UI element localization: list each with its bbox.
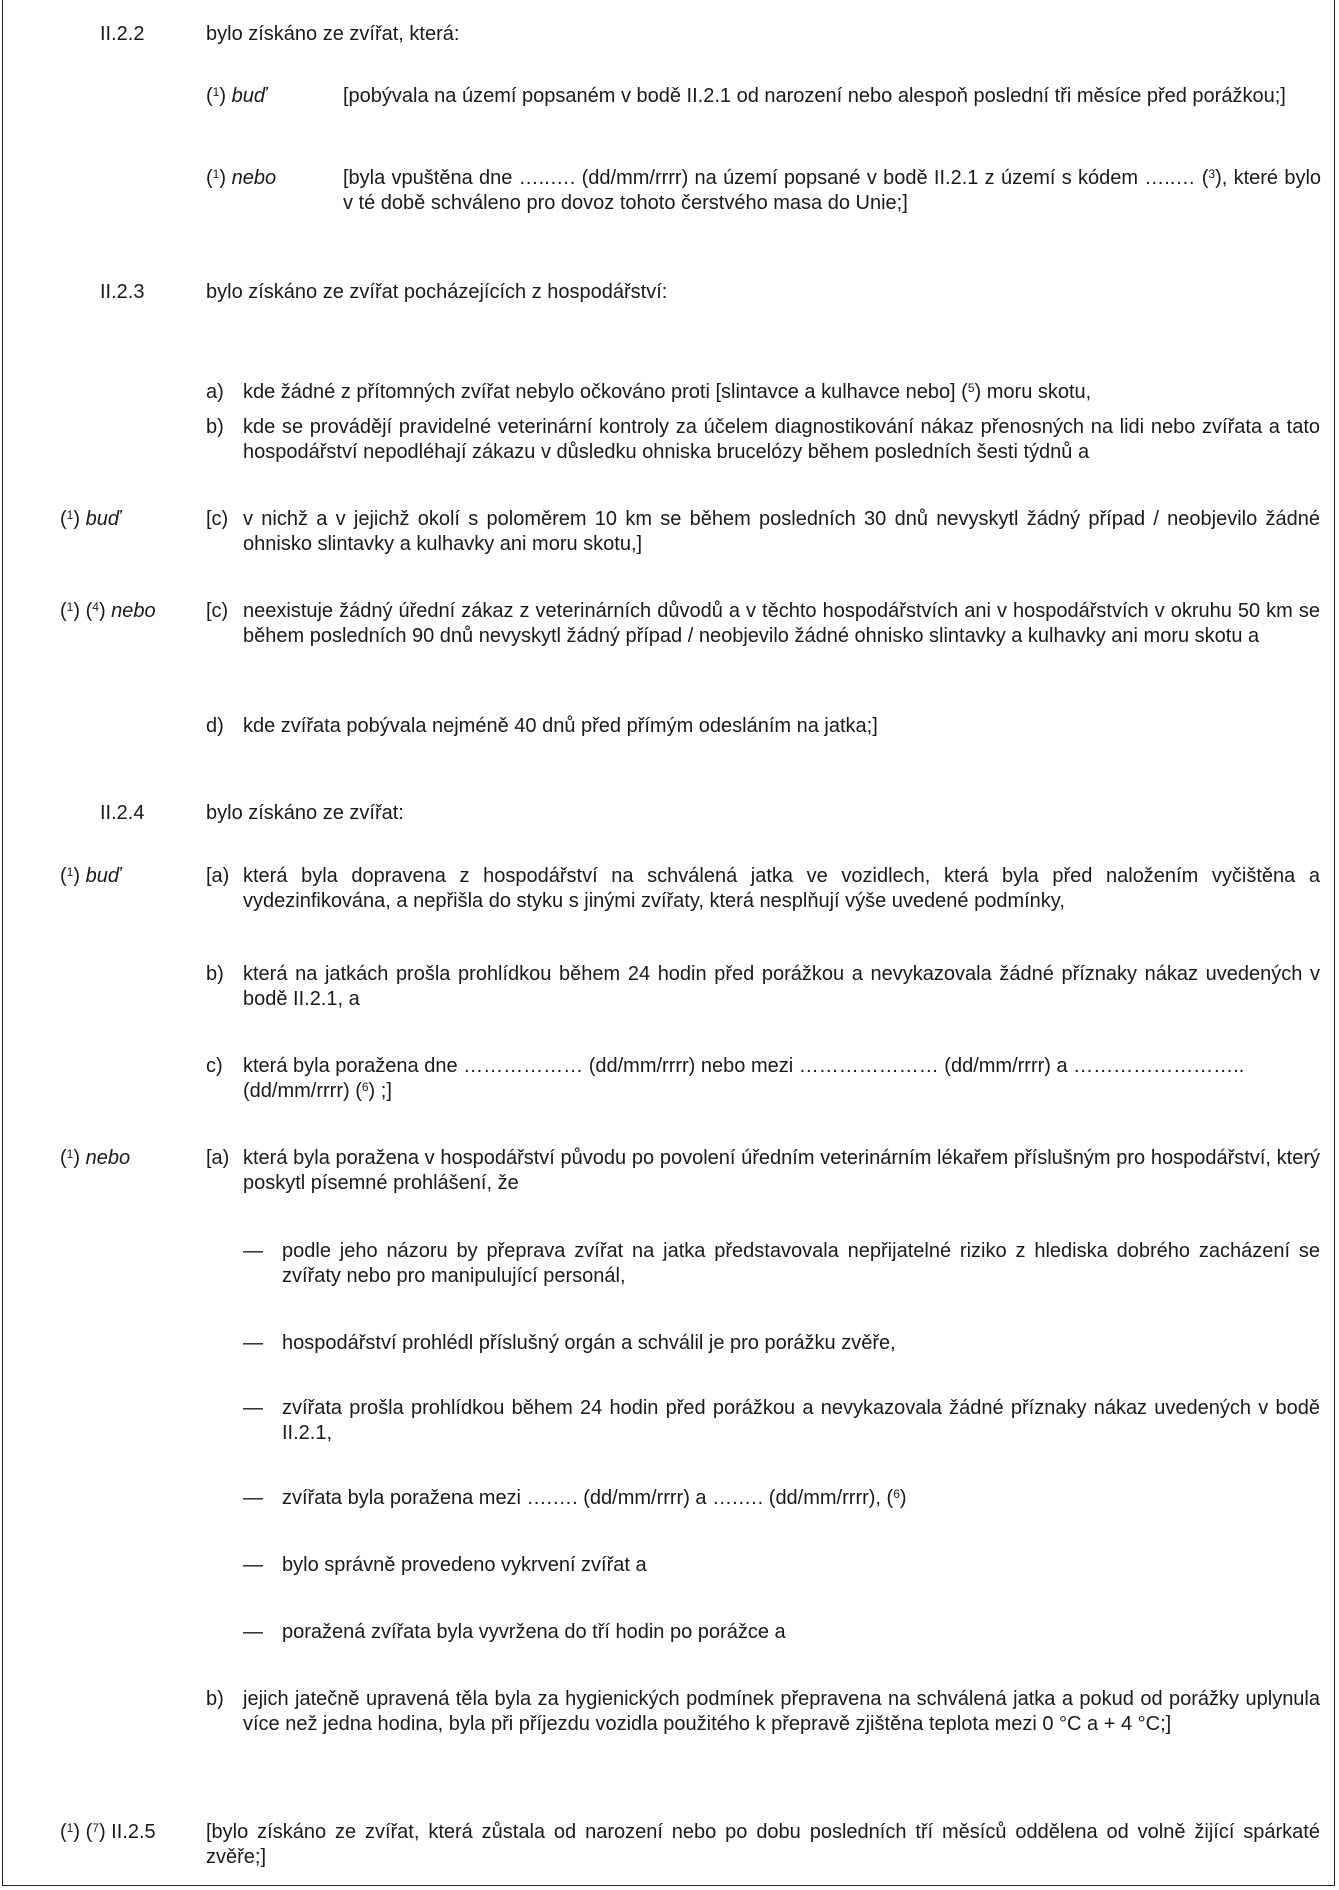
footnote-option-label: ($^1$) buď <box>206 85 267 107</box>
item-label: c) <box>206 1055 223 1077</box>
bullet-dash: — <box>243 1554 263 1576</box>
item-label: d) <box>206 715 224 737</box>
item-text: kde zvířata pobývala nejméně 40 dnů před přímým odesláním na jatka;] <box>243 715 878 737</box>
bullet-text: bylo správně provedeno vykrvení zvířat a <box>282 1554 647 1576</box>
section-text: [bylo získáno ze zvířat, která zůstala od narození nebo po dobu posledních tří měsíců oddělena od volně žijící spárkaté zvěře;] <box>206 1821 1320 1868</box>
item-label: [a) <box>206 865 230 887</box>
option-text: [pobývala na území popsaném v bodě II.2.1 od narození nebo alespoň poslední tři měsíce před porážkou;] <box>343 85 1286 107</box>
certificate-frame <box>2 0 1335 1886</box>
bullet-text: zvířata byla poražena mezi ….…. (dd/mm/rrrr) a ….…. (dd/mm/rrrr), ($^6$) <box>282 1487 907 1509</box>
footnote-option-label: ($^1$) ($^7$) II.2.5 <box>60 1821 156 1843</box>
item-text: jejich jatečně upravená těla byla za hygienických podmínek přepravena na schválená jatka a pokud od porážky uplynula více než jedna hodina, byla při příjezdu vozidla použitého k přepravě zjištěna teplota mezi 0 °C a + 4 °C;] <box>243 1688 1320 1735</box>
item-label: b) <box>206 1688 224 1710</box>
item-text-line: (dd/mm/rrrr) ($^6$) ;] <box>243 1080 392 1102</box>
bullet-dash: — <box>243 1621 263 1643</box>
item-label: a) <box>206 381 224 403</box>
bullet-text: hospodářství prohlédl příslušný orgán a schválil je pro porážku zvěře, <box>282 1332 896 1354</box>
section-number: II.2.2 <box>100 23 145 45</box>
item-text: v nichž a v jejichž okolí s poloměrem 10 km se během posledních 30 dnů nevyskytl žádný případ / neobjevilo žádné ohnisko slintavky a kulhavky ani moru skotu,] <box>243 508 1320 555</box>
bullet-dash: — <box>243 1240 263 1262</box>
footnote-option-label: ($^1$) nebo <box>206 167 277 189</box>
item-text: která byla dopravena z hospodářství na schválená jatka ve vozidlech, která byla před naložením vyčištěna a vydezinfikována, a nepřišla do styku s jinými zvířaty, která nesplňují výše uvedené podmínky, <box>243 865 1320 912</box>
item-text: která na jatkách prošla prohlídkou během 24 hodin před porážkou a nevykazovala žádné příznaky nákaz uvedených v bodě II.2.1, a <box>243 963 1320 1010</box>
bullet-dash: — <box>243 1487 263 1509</box>
item-text: kde se provádějí pravidelné veterinární kontroly za účelem diagnostikování nákaz přenosných na lidi nebo zvířata a tato hospodářství nepodléhají zákazu v důsledku ohniska brucelózy během posledních šesti týdnů a <box>243 416 1320 463</box>
section-number: II.2.4 <box>100 802 145 824</box>
bullet-dash: — <box>243 1332 263 1354</box>
item-label: b) <box>206 963 224 985</box>
bullet-dash: — <box>243 1397 263 1419</box>
bullet-text: podle jeho názoru by přeprava zvířat na jatka představovala nepřijatelné riziko z hlediska dobrého zacházení se zvířaty nebo pro manipulující personál, <box>282 1240 1320 1287</box>
item-text-line: která byla poražena dne ……………… (dd/mm/rrrr) nebo mezi ………………… (dd/mm/rrrr) a …………………….. <box>243 1055 1245 1077</box>
footnote-option-label: ($^1$) buď <box>60 865 121 887</box>
bullet-text: zvířata prošla prohlídkou během 24 hodin před porážkou a nevykazovala žádné příznaky nákaz uvedených v bodě II.2.1, <box>282 1397 1320 1444</box>
section-title: bylo získáno ze zvířat, která: <box>206 23 460 45</box>
item-text: která byla poražena v hospodářství původu po povolení úředním veterinárním lékařem příslušným pro hospodářství, který poskytl písemné prohlášení, že <box>243 1147 1320 1194</box>
section-title: bylo získáno ze zvířat: <box>206 802 404 824</box>
item-text: kde žádné z přítomných zvířat nebylo očkováno proti [slintavce a kulhavce nebo] ($^5$) moru skotu, <box>243 381 1092 403</box>
footnote-option-label: ($^1$) ($^4$) nebo <box>60 600 156 622</box>
item-label: b) <box>206 416 224 438</box>
section-title: bylo získáno ze zvířat pocházejících z hospodářství: <box>206 281 668 303</box>
footnote-option-label: ($^1$) buď <box>60 508 121 530</box>
item-label: [a) <box>206 1147 230 1169</box>
bullet-text: poražená zvířata byla vyvržena do tří hodin po porážce a <box>282 1621 786 1643</box>
item-label: [c) <box>206 600 229 622</box>
option-text: [byla vpuštěna dne …..…. (dd/mm/rrrr) na území popsané v bodě II.2.1 z území s kódem …..… ($^3$), které bylo v té době schváleno pro dovoz tohoto čerstvého masa do Unie;] <box>343 167 1322 214</box>
section-number: II.2.3 <box>100 281 145 303</box>
footnote-option-label: ($^1$) nebo <box>60 1147 131 1169</box>
item-label: [c) <box>206 508 229 530</box>
item-text: neexistuje žádný úřední zákaz z veterinárních důvodů a v těchto hospodářstvích ani v hospodářstvích v okruhu 50 km se během posledních 90 dnů nevyskytl žádný případ / neobjevilo žádné ohnisko slintavky a kulhavky ani moru skotu a <box>243 600 1320 647</box>
